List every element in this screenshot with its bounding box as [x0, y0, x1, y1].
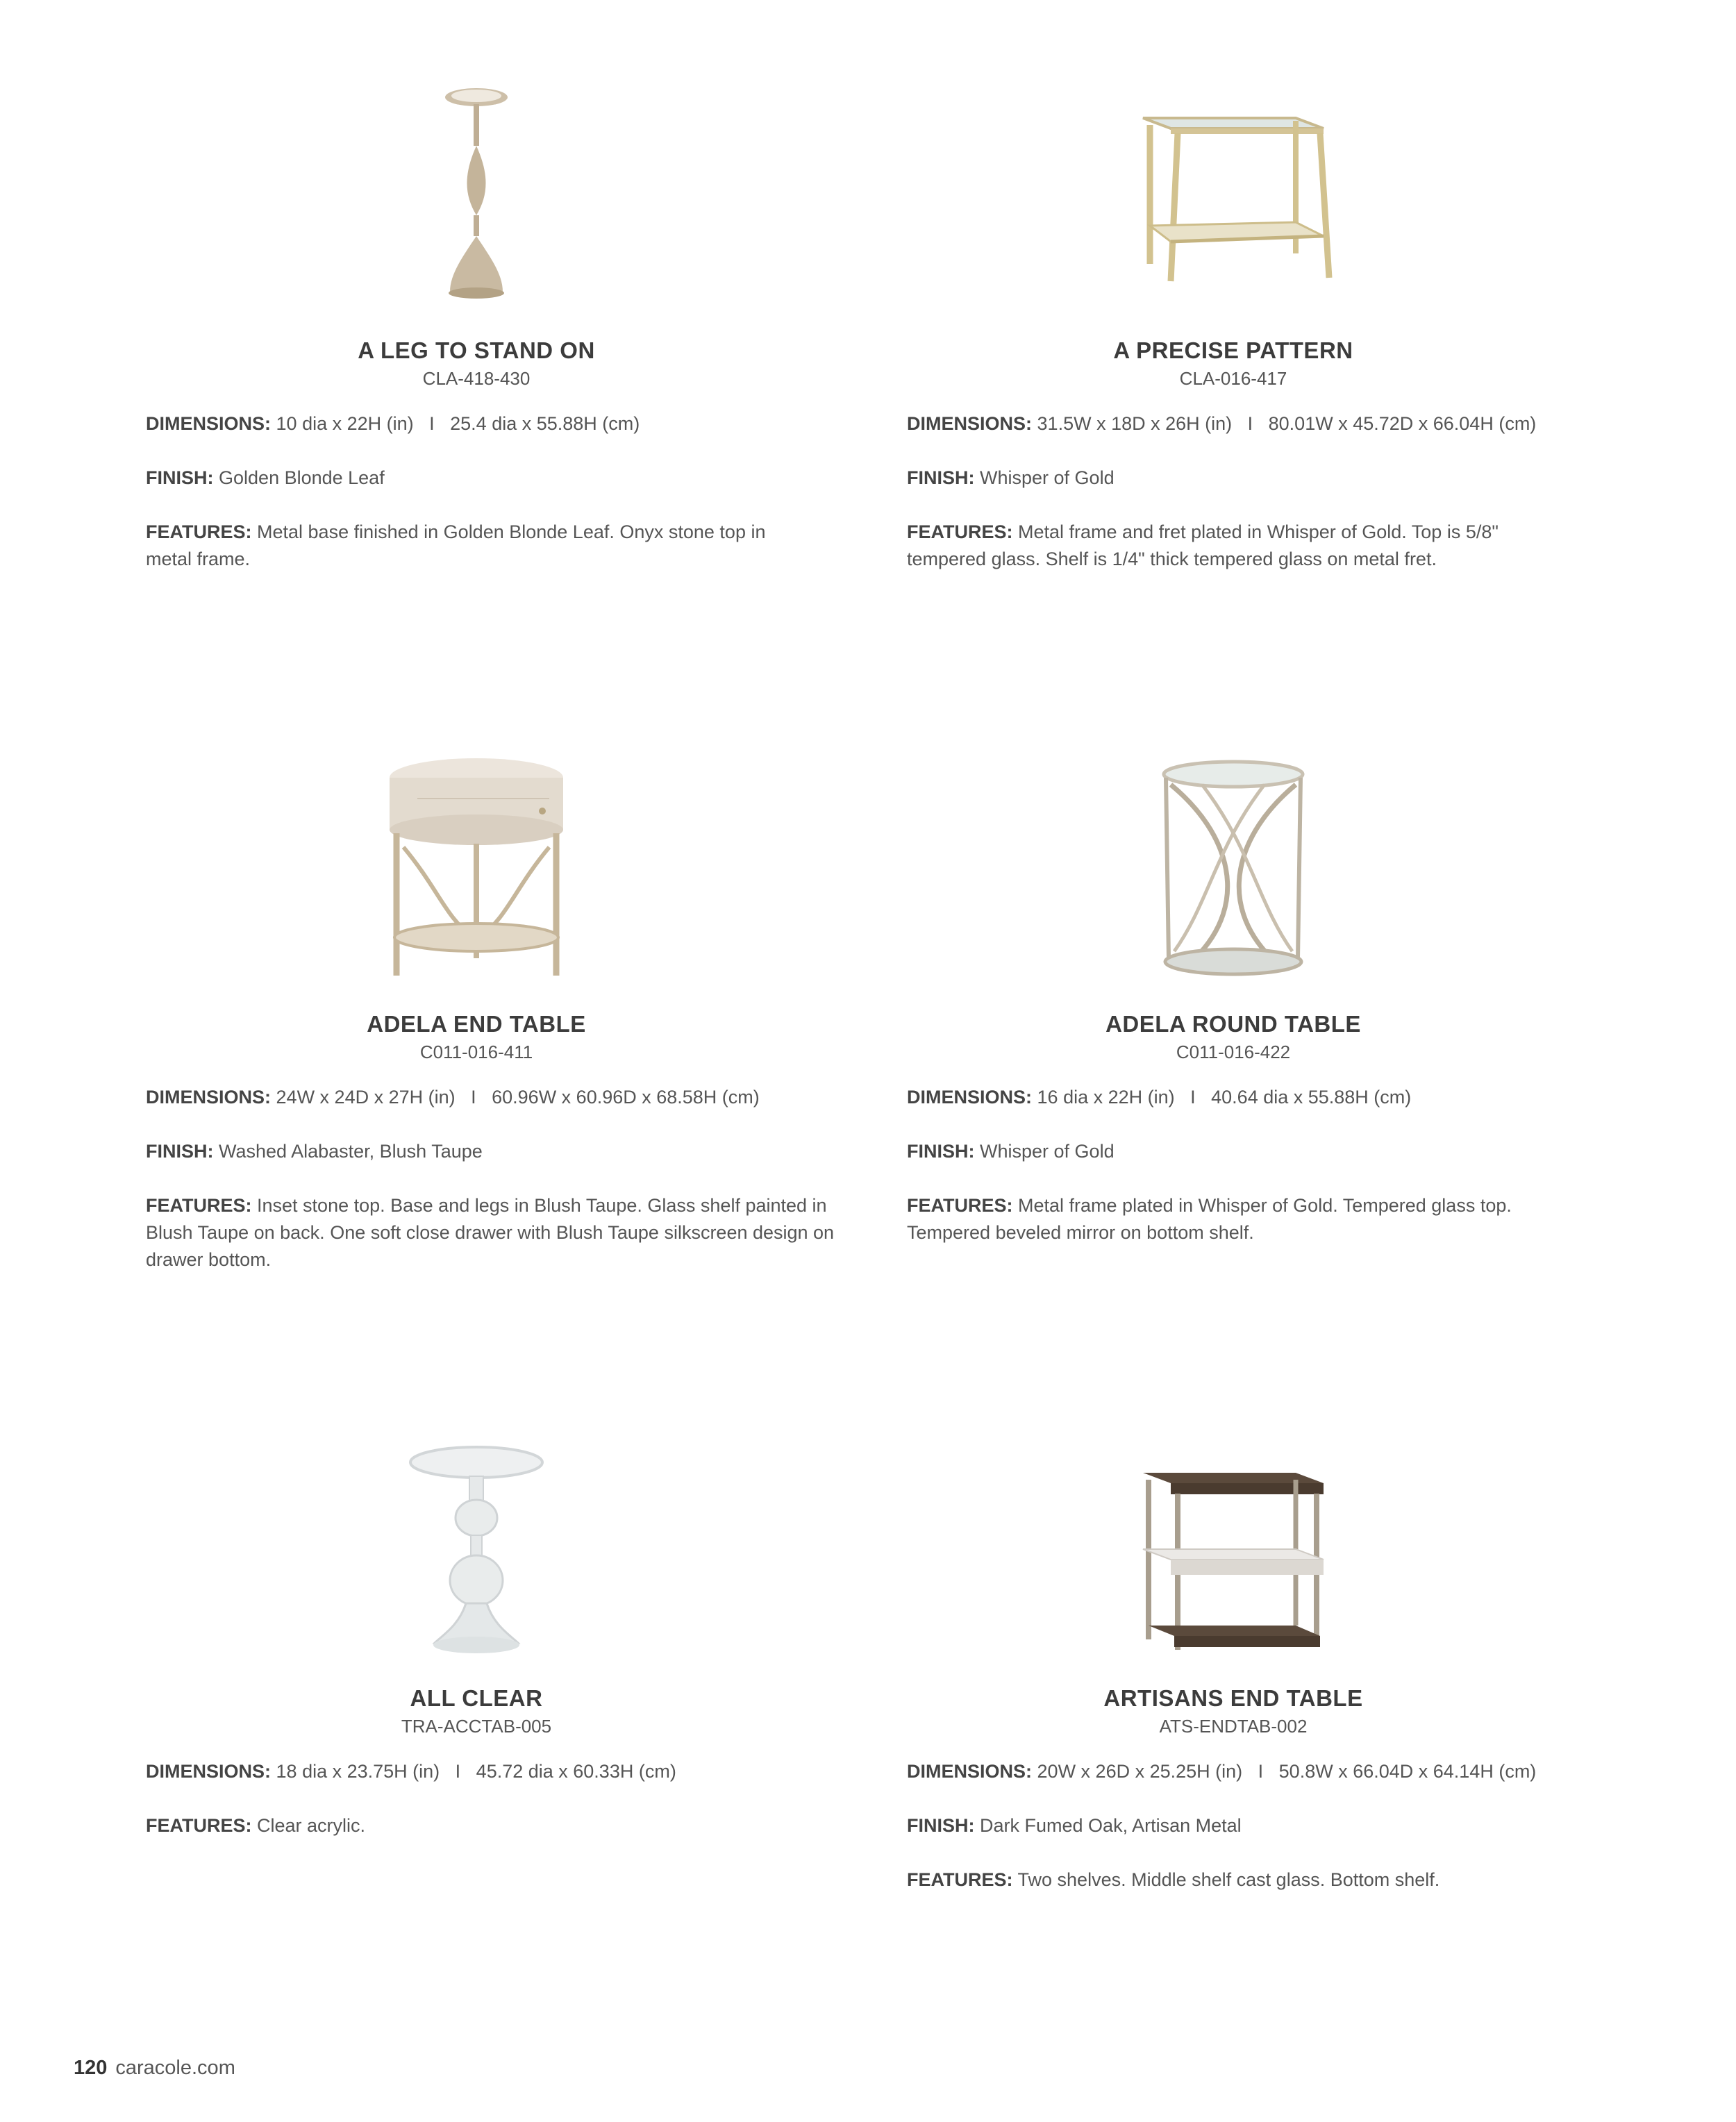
- spec-value: Whisper of Gold: [980, 1141, 1115, 1162]
- spec-value: Metal base finished in Golden Blonde Leaf. Onyx stone top in metal frame.: [146, 521, 766, 569]
- spec-features: [146, 519, 812, 573]
- spec-finish: [907, 1138, 1615, 1165]
- product-image: [143, 1424, 810, 1674]
- spec-features: [907, 519, 1574, 573]
- product-title: A PRECISE PATTERN: [1113, 337, 1353, 363]
- product-sku: C011-016-422: [1176, 1042, 1291, 1062]
- product-image: [900, 76, 1567, 326]
- round-accent-table-icon: [1153, 750, 1313, 986]
- product-title: A LEG TO STAND ON: [358, 337, 595, 363]
- product-image: [900, 1424, 1567, 1674]
- spec-value: Inset stone top. Base and legs in Blush Taupe. Glass shelf painted in Blush Taupe on back. One soft close drawer with Blush Taupe silkscreen design on drawer bottom.: [146, 1195, 835, 1270]
- spec-value: Golden Blonde Leaf: [219, 467, 385, 488]
- acrylic-pedestal-table-icon: [400, 1424, 553, 1660]
- spec-dimensions: [907, 1758, 1615, 1785]
- spec-label: DIMENSIONS:: [907, 413, 1033, 434]
- spec-value: Dark Fumed Oak, Artisan Metal: [980, 1815, 1242, 1836]
- spec-label: DIMENSIONS:: [146, 1087, 272, 1108]
- spec-dimensions: [146, 1758, 854, 1785]
- spec-value: Whisper of Gold: [980, 467, 1115, 488]
- spec-value: 24W x 24D x 27H (in) I 60.96W x 60.96D x 68.58H (cm): [276, 1087, 760, 1108]
- pedestal-table-icon: [407, 76, 546, 312]
- page-footer: [74, 2057, 235, 2080]
- spec-finish: [907, 1812, 1615, 1839]
- spec-label: FINISH:: [907, 1141, 975, 1162]
- website-link[interactable]: caracole.com: [115, 2057, 235, 2079]
- product-sku: CLA-016-417: [1179, 368, 1287, 389]
- spec-label: DIMENSIONS:: [907, 1761, 1033, 1782]
- spec-label: FINISH:: [907, 1815, 975, 1836]
- glass-end-table-icon: [1122, 76, 1344, 312]
- spec-dimensions: [907, 410, 1615, 437]
- product-image: [143, 76, 810, 326]
- spec-value: Washed Alabaster, Blush Taupe: [219, 1141, 483, 1162]
- spec-finish: [146, 465, 854, 492]
- spec-dimensions: [146, 410, 854, 437]
- spec-features: [146, 1192, 840, 1273]
- spec-finish: [146, 1138, 854, 1165]
- spec-value: 10 dia x 22H (in) I 25.4 dia x 55.88H (cm): [276, 413, 640, 434]
- spec-features: [907, 1866, 1574, 1894]
- product-sku: TRA-ACCTAB-005: [401, 1716, 552, 1737]
- product-title: ADELA END TABLE: [367, 1011, 586, 1037]
- spec-finish: [907, 465, 1615, 492]
- spec-label: DIMENSIONS:: [146, 1761, 272, 1782]
- spec-value: Metal frame plated in Whisper of Gold. Tempered glass top. Tempered beveled mirror on bottom shelf.: [907, 1195, 1512, 1243]
- spec-label: DIMENSIONS:: [146, 413, 272, 434]
- spec-label: FINISH:: [146, 1141, 214, 1162]
- spec-label: FEATURES:: [146, 1815, 252, 1836]
- product-image: [143, 750, 810, 1000]
- spec-value: Metal frame and fret plated in Whisper of Gold. Top is 5/8" tempered glass. Shelf is 1/4" thick tempered glass on metal fret.: [907, 521, 1499, 569]
- product-title: ADELA ROUND TABLE: [1105, 1011, 1361, 1037]
- product-title: ARTISANS END TABLE: [1103, 1685, 1363, 1711]
- round-end-table-icon: [376, 750, 577, 986]
- spec-value: 20W x 26D x 25.25H (in) I 50.8W x 66.04D x 64.14H (cm): [1037, 1761, 1537, 1782]
- spec-label: FEATURES:: [907, 1869, 1013, 1890]
- spec-label: FEATURES:: [146, 1195, 252, 1216]
- product-title: ALL CLEAR: [410, 1685, 543, 1711]
- spec-value: 31.5W x 18D x 26H (in) I 80.01W x 45.72D x 66.04H (cm): [1037, 413, 1537, 434]
- spec-label: FEATURES:: [907, 521, 1013, 542]
- spec-dimensions: [146, 1084, 854, 1111]
- product-sku: CLA-418-430: [422, 368, 531, 389]
- spec-dimensions: [907, 1084, 1615, 1111]
- spec-label: DIMENSIONS:: [907, 1087, 1033, 1108]
- spec-value: Clear acrylic.: [257, 1815, 366, 1836]
- spec-label: FINISH:: [907, 467, 975, 488]
- product-sku: C011-016-411: [419, 1042, 533, 1062]
- spec-features: [907, 1192, 1574, 1246]
- two-shelf-end-table-icon: [1129, 1424, 1337, 1660]
- spec-value: Two shelves. Middle shelf cast glass. Bottom shelf.: [1017, 1869, 1440, 1890]
- product-image: [900, 750, 1567, 1000]
- spec-label: FINISH:: [146, 467, 214, 488]
- spec-features: [146, 1812, 812, 1839]
- page-number: 120: [74, 2057, 108, 2079]
- spec-label: FEATURES:: [907, 1195, 1013, 1216]
- spec-value: 18 dia x 23.75H (in) I 45.72 dia x 60.33H (cm): [276, 1761, 676, 1782]
- spec-value: 16 dia x 22H (in) I 40.64 dia x 55.88H (cm): [1037, 1087, 1412, 1108]
- spec-label: FEATURES:: [146, 521, 252, 542]
- product-sku: ATS-ENDTAB-002: [1159, 1716, 1308, 1737]
